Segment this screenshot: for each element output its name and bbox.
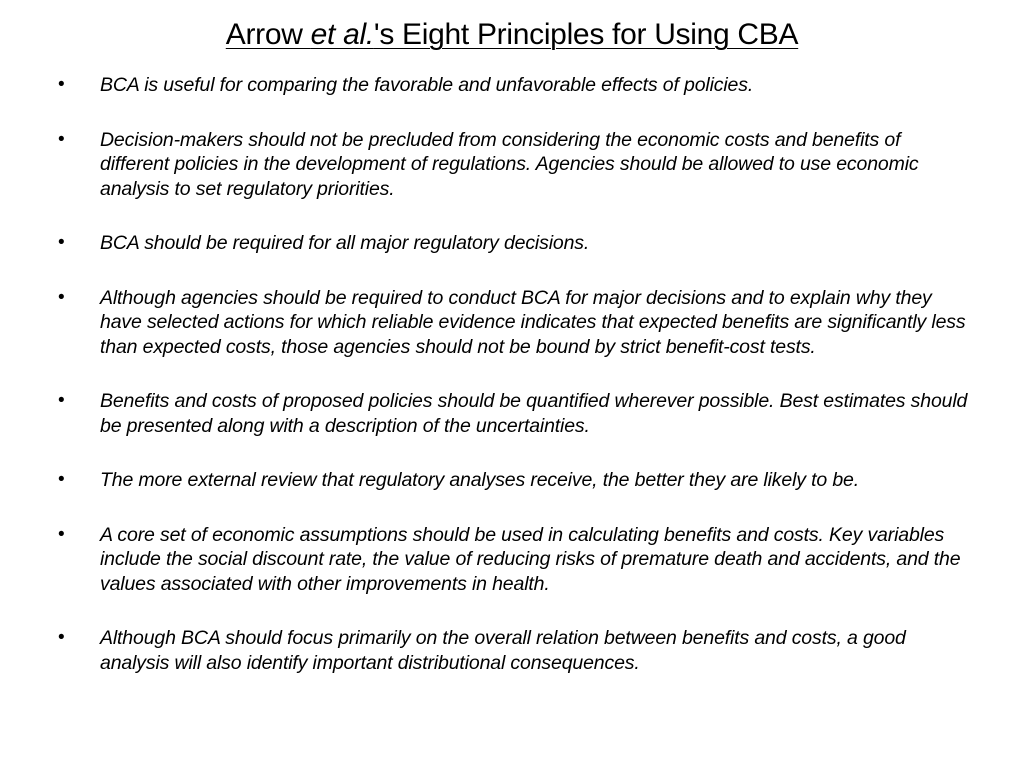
list-item-text: Benefits and costs of proposed policies should be quantified wherever possible. Best estimates should be presented along with a description of the uncertainties.: [100, 390, 968, 437]
list-item-text: Although agencies should be required to conduct BCA for major decisions and to explain why they have selected actions for which reliable evidence indicates that expected benefits are significantly less than expected costs, those agencies should not be bound by strict benefit-cost tests.: [100, 286, 966, 358]
list-item-text: Although BCA should focus primarily on the overall relation between benefits and costs, a good analysis will also identify important distributional consequences.: [100, 627, 906, 674]
list-item: [58, 231, 968, 256]
list-item-text: BCA is useful for comparing the favorable and unfavorable effects of policies.: [100, 74, 754, 96]
bullet-dot-icon: •: [58, 128, 65, 150]
bullet-dot-icon: •: [58, 232, 65, 253]
list-item: [58, 73, 968, 98]
title-suffix: 's Eight Principles for Using CBA: [373, 18, 799, 51]
list-item: [58, 128, 968, 202]
principles-list: [58, 73, 968, 675]
list-item: [58, 389, 968, 438]
bullet-dot-icon: •: [58, 469, 65, 490]
list-item: [58, 286, 968, 360]
title-prefix: Arrow: [225, 18, 311, 51]
list-item: [58, 468, 968, 493]
title-italic: et al.: [310, 18, 374, 51]
slide-title: [0, 14, 1024, 56]
bullet-dot-icon: •: [58, 627, 65, 648]
bullet-dot-icon: •: [58, 286, 65, 308]
bullet-dot-icon: •: [58, 523, 65, 545]
list-item-text: A core set of economic assumptions should be used in calculating benefits and costs. Key variables include the social discount rate, the value of reducing risks of premature death and accidents, and the values associated with other improvements in health.: [100, 523, 961, 595]
list-item: [58, 523, 968, 597]
list-item-text: The more external review that regulatory analyses receive, the better they are likely to be.: [100, 469, 860, 491]
list-item: [58, 626, 968, 675]
bullet-dot-icon: •: [58, 390, 65, 411]
list-item-text: BCA should be required for all major regulatory decisions.: [100, 232, 590, 254]
list-item-text: Decision-makers should not be precluded from considering the economic costs and benefits of different policies in the development of regulations. Agencies should be allowed to use economic analysis to set regulatory priorities.: [100, 128, 919, 200]
bullet-dot-icon: •: [58, 74, 65, 95]
